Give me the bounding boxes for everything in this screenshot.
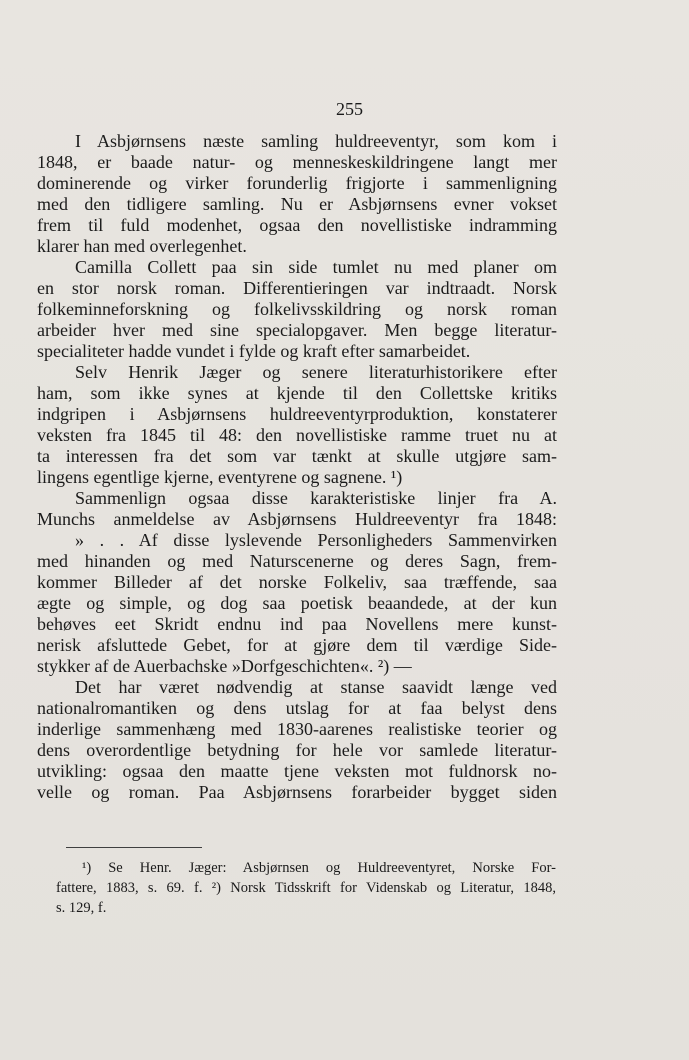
text-line: behøves eet Skridt endnu ind paa Novellens mere kunst- <box>37 614 557 634</box>
text-line: Sammenlign ogsaa disse karakteristiske linjer fra A. <box>75 488 557 508</box>
text-line: I Asbjørnsens næste samling huldreeventyr, som kom i <box>75 131 557 151</box>
text-line: Det har været nødvendig at stanse saavidt længe ved <box>75 677 557 697</box>
page-number: 255 <box>336 99 363 119</box>
footnote-line: fattere, 1883, s. 69. f. ²) Norsk Tidsskrift for Videnskab og Literatur, 1848, <box>56 880 556 896</box>
text-line: nerisk afsluttede Gebet, for at gjøre dem til værdige Side- <box>37 635 557 655</box>
text-line: ham, som ikke synes at kjende til den Collettske kritiks <box>37 383 557 403</box>
text-line: dominerende og virker forunderlig frigjorte i sammenligning <box>37 173 557 193</box>
text-line: inderlige sammenhæng med 1830-aarenes realistiske teorier og <box>37 719 557 739</box>
text-line: ægte og simple, og dog saa poetisk beaandede, at der kun <box>37 593 557 613</box>
text-line: velle og roman. Paa Asbjørnsens forarbeider bygget siden <box>37 782 557 802</box>
text-line: med hinanden og med Naturscenerne og deres Sagn, frem- <box>37 551 557 571</box>
text-line: med den tidligere samling. Nu er Asbjørnsens evner vokset <box>37 194 557 214</box>
text-line: dens overordentlige betydning for hele vor samlede literatur- <box>37 740 557 760</box>
text-line: 1848, er baade natur- og menneskeskildringene langt mer <box>37 152 557 172</box>
footnote-separator <box>66 847 202 848</box>
main-text <box>37 131 557 803</box>
text-line: veksten fra 1845 til 48: den novellistiske ramme truet nu at <box>37 425 557 445</box>
text-line: lingens egentlige kjerne, eventyrene og sagnene. ¹) <box>37 467 403 487</box>
text-line: en stor norsk roman. Differentieringen var indtraadt. Norsk <box>37 278 557 298</box>
text-line: folkeminneforskning og folkelivsskildring og norsk roman <box>37 299 557 319</box>
text-line: arbeider hver med sine specialopgaver. Men begge literatur- <box>37 320 557 340</box>
text-line: Camilla Collett paa sin side tumlet nu med planer om <box>75 257 557 277</box>
text-line: nationalromantiken og dens utslag for at faa belyst dens <box>37 698 557 718</box>
text-line: Munchs anmeldelse av Asbjørnsens Huldreeventyr fra 1848: <box>37 509 557 529</box>
text-line: Selv Henrik Jæger og senere literaturhistorikere efter <box>75 362 557 382</box>
text-line: ta interessen fra det som var tænkt at skulle utgjøre sam- <box>37 446 557 466</box>
text-line: specialiteter hadde vundet i fylde og kraft efter samarbeidet. <box>37 341 471 361</box>
text-line: utvikling: ogsaa den maatte tjene veksten mot fuldnorsk no- <box>37 761 557 781</box>
text-line: » . . Af disse lyslevende Personligheders Sammenvirken <box>75 530 557 550</box>
text-line: frem til fuld modenhet, ogsaa den novellistiske indramming <box>37 215 557 235</box>
text-line: kommer Billeder af det norske Folkeliv, saa træffende, saa <box>37 572 557 592</box>
footnote-line: ¹) Se Henr. Jæger: Asbjørnsen og Huldreeventyret, Norske For- <box>82 860 556 876</box>
footnotes <box>56 858 556 918</box>
text-line: stykker af de Auerbachske »Dorfgeschichten«. ²) — <box>37 656 412 676</box>
footnote-line: s. 129, f. <box>56 900 107 916</box>
text-line: klarer han med overlegenhet. <box>37 236 247 256</box>
text-line: indgripen i Asbjørnsens huldreeventyrproduktion, konstaterer <box>37 404 557 424</box>
